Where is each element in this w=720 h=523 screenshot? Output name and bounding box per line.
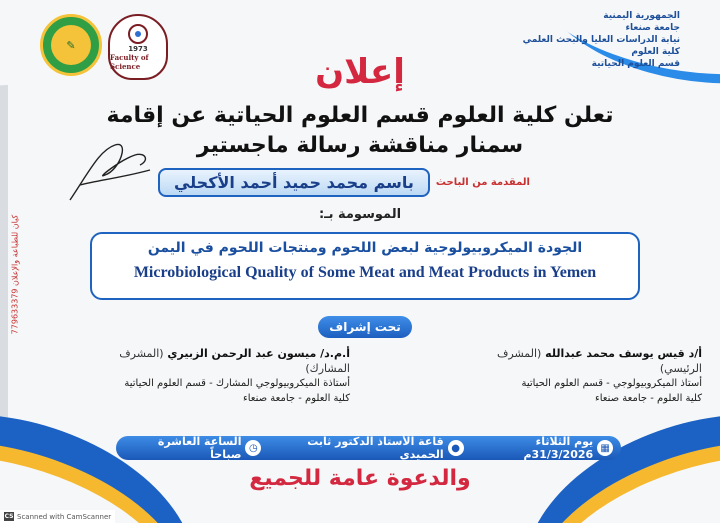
supervision-label: تحت إشراف (318, 316, 412, 338)
scanner-label: Scanned with CamScanner (17, 512, 112, 521)
researcher-name: باسم محمد حميد أحمد الأكحلي (158, 168, 430, 197)
supervisor-affiliation: كلية العلوم - جامعة صنعاء (243, 393, 350, 404)
header-line: نيابة الدراسات العليا والبحث العلمي (522, 35, 680, 45)
co-supervisor (110, 346, 350, 406)
logo-text: Faculty of Science (110, 53, 149, 71)
supervisor-name: ميسون عبد الرحمن الزبيري (167, 347, 317, 360)
announcement-title: إعلان (315, 52, 405, 92)
main-supervisor (452, 346, 702, 406)
event-time-text: الساعة العاشرة صباحاً (157, 435, 242, 461)
camscanner-icon: CS (4, 513, 14, 520)
researcher-row (158, 168, 530, 197)
thesis-title-box (90, 232, 640, 300)
logo-year: 1973 (128, 45, 148, 53)
scanner-watermark (0, 510, 115, 523)
supervisor-position: أستاذة الميكروبيولوجي المشارك - قسم العلوم الحياتية (124, 378, 350, 389)
supervisor-role: (المشرف المشارك) (119, 347, 350, 375)
event-time (124, 435, 261, 461)
announcement-line-2: سمنار مناقشة رسالة ماجستير (196, 133, 524, 158)
header-line: كلية العلوم (631, 47, 680, 57)
supervisor-affiliation: كلية العلوم - جامعة صنعاء (595, 393, 702, 404)
announcement-line-1: تعلن كلية العلوم قسم العلوم الحياتية عن إقامة (106, 103, 614, 128)
supervisor-title: أ.م.د/ (320, 347, 350, 360)
supervisor-name: قيس يوسف محمد عبدالله (545, 347, 685, 360)
supervisor-role: (المشرف الرئيسي) (496, 347, 702, 375)
supervisor-position: أستاذ الميكروبيولوجي - قسم العلوم الحياتية (521, 378, 702, 389)
header-line: الجمهورية اليمنية (603, 11, 680, 21)
thesis-title-english: Microbiological Quality of Some Meat and Meat Products in Yemen (133, 264, 597, 281)
event-date (464, 435, 613, 461)
clock-icon: ◷ (245, 440, 261, 456)
event-venue-text: قاعة الأستاذ الدكتور ثابت الحميدي (307, 435, 444, 461)
event-venue (261, 435, 463, 461)
header-line: قسم العلوم الحياتية (591, 59, 680, 69)
printer-credit: كيان للطباعة والإعلان 779633379 (10, 214, 20, 335)
calendar-icon: ▦ (597, 440, 613, 456)
invitation-text: والدعوة عامة للجميع (249, 466, 471, 491)
supervisor-title: أ/د (688, 347, 702, 360)
header-line: جامعة صنعاء (625, 23, 680, 33)
sanaa-logo-emblem: ✎ (51, 25, 91, 65)
event-date-text: يوم الثلاثاء 31/3/2026م (523, 435, 594, 461)
thesis-title-arabic: الجودة الميكروبيولوجية لبعض اللحوم ومنتجات اللحوم في اليمن (147, 240, 583, 256)
location-icon: ● (448, 440, 464, 456)
researcher-label: المقدمة من الباحث (435, 177, 530, 188)
event-info-bar (116, 436, 621, 460)
science-logo-icon (123, 23, 153, 45)
titled-label: الموسومة بـ: (318, 207, 402, 222)
